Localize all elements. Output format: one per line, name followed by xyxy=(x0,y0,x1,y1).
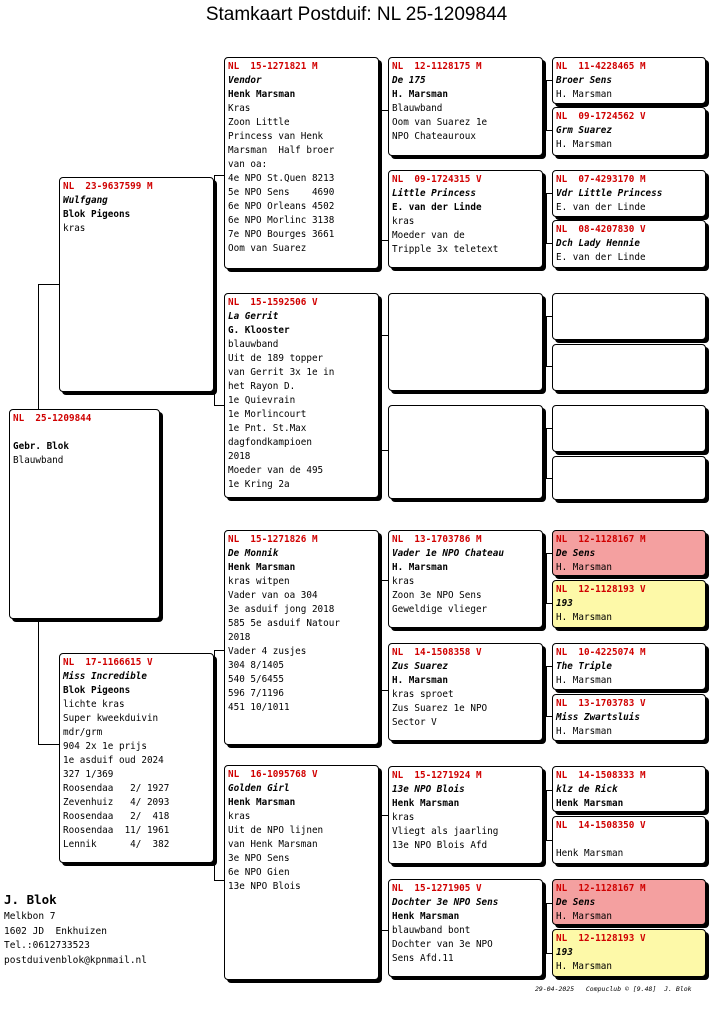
footer-date: 29-04-2025 xyxy=(535,985,575,993)
pigeon-info-line: Blauwband xyxy=(13,455,64,466)
owner-name: H. Marsman xyxy=(392,562,448,573)
owner-name: H. Marsman xyxy=(556,911,612,922)
pigeon-info-line: 1e Kring 2a xyxy=(228,479,290,490)
footer-author: J. Blok xyxy=(664,985,692,993)
owner-name: Blok Pigeons xyxy=(63,209,131,220)
pigeon-name: Vader 1e NPO Chateau xyxy=(392,548,504,559)
breeder-address xyxy=(4,890,147,968)
connector-line xyxy=(546,903,547,953)
owner-name: Henk Marsman xyxy=(392,798,460,809)
pigeon-name: De Monnik xyxy=(228,548,279,559)
owner-name: G. Klooster xyxy=(228,325,290,336)
pigeon-info-line: 327 1/369 xyxy=(63,769,114,780)
ring-number: NL 16-1095768 V xyxy=(228,769,318,780)
pigeon-card-gen4 xyxy=(552,694,706,741)
pigeon-card-sire-sire xyxy=(224,57,379,269)
pigeon-info-line: 4e NPO St.Quen 8213 xyxy=(228,173,335,184)
pigeon-info-line: NPO Chateauroux xyxy=(392,131,476,142)
pigeon-info-line: Zus Suarez 1e NPO xyxy=(392,703,488,714)
pigeon-info-line: 1e Pnt. St.Max xyxy=(228,423,307,434)
connector-line xyxy=(546,553,547,603)
pigeon-info-line: kras sproet xyxy=(392,689,454,700)
pigeon-name: Dch Lady Hennie xyxy=(556,238,640,249)
pigeon-info-line: 451 10/1011 xyxy=(228,702,290,713)
pigeon-info-line: 904 2x 1e prijs xyxy=(63,741,147,752)
owner-name: H. Marsman xyxy=(392,675,448,686)
pigeon-card-gen4 xyxy=(552,643,706,690)
owner-name: Henk Marsman xyxy=(228,797,296,808)
owner-name: Blok Pigeons xyxy=(63,685,131,696)
breeder-email: postduivenblok@kpnmail.nl xyxy=(4,954,147,966)
pigeon-name: Zus Suarez xyxy=(392,661,448,672)
connector-line xyxy=(381,815,382,930)
ring-number: NL 12-1128175 M xyxy=(392,61,482,72)
ring-number: NL 17-1166615 V xyxy=(63,657,153,668)
pigeon-info-line: blauwband xyxy=(228,339,279,350)
pigeon-card-dam-sire xyxy=(224,530,379,745)
ring-number: NL 12-1128193 V xyxy=(556,584,646,595)
ring-number: NL 15-1271821 M xyxy=(228,61,318,72)
pigeon-card-ds-sire xyxy=(388,530,543,628)
ring-number: NL 15-1592506 V xyxy=(228,297,318,308)
pigeon-card-gen4 xyxy=(552,766,706,812)
pigeon-card-empty xyxy=(552,293,706,340)
ring-number: NL 11-4228465 M xyxy=(556,61,646,72)
pigeon-info-line: Roosendaa 2/ 1927 xyxy=(63,783,170,794)
ring-number: NL 12-1128167 M xyxy=(556,883,646,894)
pigeon-name: 193 xyxy=(556,598,573,609)
pigeon-info-line: Zevenhuiz 4/ 2093 xyxy=(63,797,170,808)
pigeon-name: Broer Sens xyxy=(556,75,612,86)
connector-line xyxy=(546,80,547,130)
pigeon-info-line: 6e NPO Gien xyxy=(228,867,290,878)
pigeon-name: 13e NPO Blois xyxy=(392,784,465,795)
pigeon-name: Vendor xyxy=(228,75,262,86)
pigeon-info-line: Roosendaa 2/ 418 xyxy=(63,811,170,822)
pigeon-info-line: 585 5e asduif Natour xyxy=(228,618,340,629)
ring-number: NL 12-1128167 M xyxy=(556,534,646,545)
pigeon-info-line: van Gerrit 3x 1e in xyxy=(228,367,335,378)
pigeon-info-line: 2018 xyxy=(228,451,251,462)
page-title: Stamkaart Postduif: NL 25-1209844 xyxy=(205,4,508,25)
breeder-phone: Tel.:0612733523 xyxy=(4,940,90,951)
pigeon-info-line: mdr/grm xyxy=(63,727,103,738)
pigeon-name: La Gerrit xyxy=(228,311,279,322)
pigeon-name: Vdr Little Princess xyxy=(556,188,663,199)
ring-number: NL 08-4207830 V xyxy=(556,224,646,235)
pigeon-info-line: het Rayon D. xyxy=(228,381,296,392)
ring-number: NL 14-1508358 V xyxy=(392,647,482,658)
ring-number: NL 14-1508333 M xyxy=(556,770,646,781)
pigeon-info-line: 596 7/1196 xyxy=(228,688,284,699)
pigeon-info-line: Super kweekduivin xyxy=(63,713,159,724)
connector-line xyxy=(214,650,215,880)
pigeon-info-line: kras witpen xyxy=(228,576,290,587)
pigeon-info-line: Marsman Half broer xyxy=(228,145,335,156)
owner-name: Henk Marsman xyxy=(228,89,296,100)
pigeon-info-line: 13e NPO Blois xyxy=(228,881,301,892)
ring-number: NL 09-1724315 V xyxy=(392,174,482,185)
ring-number: NL 07-4293170 M xyxy=(556,174,646,185)
pigeon-info-line: Uit de 189 topper xyxy=(228,353,324,364)
connector-line xyxy=(546,790,547,840)
ring-number: NL 13-1703786 M xyxy=(392,534,482,545)
pigeon-info-line: 5e NPO Sens 4690 xyxy=(228,187,335,198)
pigeon-name: Little Princess xyxy=(392,188,476,199)
owner-name: H. Marsman xyxy=(392,89,448,100)
pigeon-card-gen4-highlight xyxy=(552,580,706,628)
pigeon-card-gen4 xyxy=(552,220,706,268)
pigeon-card-empty xyxy=(552,344,706,391)
pigeon-info-line: Oom van Suarez xyxy=(228,243,307,254)
connector-line xyxy=(546,193,547,243)
pigeon-info-line: 13e NPO Blois Afd xyxy=(392,840,488,851)
pigeon-card-gen4 xyxy=(552,170,706,217)
pigeon-card-dam xyxy=(59,653,214,863)
ring-number: NL 09-1724562 V xyxy=(556,111,646,122)
pigeon-info-line: kras xyxy=(392,576,415,587)
pigeon-info-line: Vliegt als jaarling xyxy=(392,826,499,837)
pigeon-card-gen4 xyxy=(552,107,706,156)
owner-name: E. van der Linde xyxy=(556,202,646,213)
pigeon-info-line: lichte kras xyxy=(63,699,125,710)
pigeon-card-ss-dam xyxy=(388,170,543,268)
pigeon-info-line: 1e asduif oud 2024 xyxy=(63,755,164,766)
pigeon-info-line: Dochter van 3e NPO xyxy=(392,939,493,950)
pigeon-name: klz de Rick xyxy=(556,784,618,795)
pigeon-name: De Sens xyxy=(556,897,596,908)
pigeon-info-line: Oom van Suarez 1e xyxy=(392,117,488,128)
pigeon-info-line: Kras xyxy=(228,103,251,114)
pigeon-info-line: Sens Afd.11 xyxy=(392,953,454,964)
pigeon-info-line: 6e NPO Orleans 4502 xyxy=(228,201,335,212)
pigeon-card-gen4 xyxy=(552,57,706,104)
connector-line xyxy=(546,428,547,478)
print-footer xyxy=(535,985,692,993)
pigeon-card-empty xyxy=(388,293,543,391)
ring-number: NL 25-1209844 xyxy=(13,413,92,424)
pigeon-name: De 175 xyxy=(392,75,426,86)
pigeon-card-dd-dam xyxy=(388,879,543,977)
pigeon-name: Golden Girl xyxy=(228,783,290,794)
pigeon-info-line: Moeder van de xyxy=(392,230,465,241)
owner-name: E. van der Linde xyxy=(392,202,482,213)
owner-name: Gebr. Blok xyxy=(13,441,69,452)
pigeon-info-line: Roosendaa 11/ 1961 xyxy=(63,825,170,836)
pigeon-card-ss-sire xyxy=(388,57,543,156)
pigeon-info-line: Princess van Henk xyxy=(228,131,324,142)
pigeon-name: Miss Incredible xyxy=(63,671,147,682)
pigeon-card-dam-dam xyxy=(224,765,379,980)
owner-name: H. Marsman xyxy=(556,726,612,737)
pigeon-info-line: 2018 xyxy=(228,632,251,643)
pigeon-name xyxy=(556,833,702,847)
pigeon-info-line: 3e NPO Sens xyxy=(228,853,290,864)
pigeon-info-line: Tripple 3x teletext xyxy=(392,244,499,255)
pigeon-name xyxy=(13,426,156,440)
pigeon-card-subject xyxy=(9,409,160,619)
ring-number: NL 15-1271905 V xyxy=(392,883,482,894)
owner-name: E. van der Linde xyxy=(556,252,646,263)
pigeon-info-line: kras xyxy=(392,812,415,823)
pigeon-info-line: 3e asduif jong 2018 xyxy=(228,604,335,615)
pigeon-info-line: Zoon 3e NPO Sens xyxy=(392,590,482,601)
pigeon-card-gen4-highlight xyxy=(552,879,706,925)
ring-number: NL 15-1271826 M xyxy=(228,534,318,545)
pigeon-info-line: Lennik 4/ 382 xyxy=(63,839,170,850)
pigeon-card-sire-dam xyxy=(224,293,379,498)
pigeon-card-gen4-highlight xyxy=(552,530,706,576)
connector-line xyxy=(546,666,547,716)
connector-line xyxy=(214,175,215,405)
pigeon-info-line: dagfondkampioen xyxy=(228,437,312,448)
pigeon-info-line: 7e NPO Bourges 3661 xyxy=(228,229,335,240)
pigeon-info-line: 6e NPO Morlinc 3138 xyxy=(228,215,335,226)
connector-line xyxy=(381,580,382,690)
pigeon-info-line: Blauwband xyxy=(392,103,443,114)
owner-name: H. Marsman xyxy=(556,612,612,623)
pigeon-info-line: 304 8/1405 xyxy=(228,660,284,671)
owner-name: H. Marsman xyxy=(556,562,612,573)
pigeon-info-line: Sector V xyxy=(392,717,437,728)
owner-name: H. Marsman xyxy=(556,961,612,972)
connector-line xyxy=(381,110,382,240)
pigeon-name: Dochter 3e NPO Sens xyxy=(392,897,499,908)
breeder-street: Melkbon 7 xyxy=(4,911,56,922)
pigeon-info-line: Vader 4 zusjes xyxy=(228,646,307,657)
pigeon-card-empty xyxy=(388,405,543,499)
owner-name: H. Marsman xyxy=(556,139,612,150)
connector-line xyxy=(381,335,382,450)
pigeon-name: Grm Suarez xyxy=(556,125,612,136)
pigeon-info-line: 1e Quievrain xyxy=(228,395,296,406)
ring-number: NL 10-4225074 M xyxy=(556,647,646,658)
pigeon-info-line: Uit de NPO lijnen xyxy=(228,825,324,836)
breeder-name: J. Blok xyxy=(4,892,57,907)
pigeon-info-line: 1e Morlincourt xyxy=(228,409,307,420)
owner-name: Henk Marsman xyxy=(392,911,460,922)
pigeon-card-gen4 xyxy=(552,816,706,864)
pigeon-card-ds-dam xyxy=(388,643,543,741)
pigeon-card-empty xyxy=(552,405,706,452)
breeder-city: 1602 JD Enkhuizen xyxy=(4,925,107,937)
ring-number: NL 23-9637599 M xyxy=(63,181,153,192)
pigeon-info-line: Moeder van de 495 xyxy=(228,465,324,476)
pigeon-info-line: kras xyxy=(228,811,251,822)
footer-software: Compuclub © [9.48] xyxy=(585,985,657,993)
pigeon-name: The Triple xyxy=(556,661,612,672)
pigeon-card-dd-sire xyxy=(388,766,543,864)
pigeon-name: De Sens xyxy=(556,548,596,559)
pigeon-name: 193 xyxy=(556,947,573,958)
ring-number: NL 12-1128193 V xyxy=(556,933,646,944)
ring-number: NL 15-1271924 M xyxy=(392,770,482,781)
pigeon-info-line: 540 5/6455 xyxy=(228,674,284,685)
pigeon-info-line: Geweldige vlieger xyxy=(392,604,488,615)
pigeon-info-line: Vader van oa 304 xyxy=(228,590,318,601)
owner-name: Henk Marsman xyxy=(556,798,624,809)
pigeon-info-line: kras xyxy=(63,223,86,234)
pigeon-info-line: van oa: xyxy=(228,159,268,170)
pigeon-name: Miss Zwartsluis xyxy=(556,712,640,723)
owner-name: H. Marsman xyxy=(556,675,612,686)
connector-line xyxy=(546,316,547,366)
owner-name: H. Marsman xyxy=(556,89,612,100)
pigeon-card-empty xyxy=(552,456,706,500)
ring-number: NL 13-1703783 V xyxy=(556,698,646,709)
owner-name: Henk Marsman xyxy=(228,562,296,573)
pigeon-card-sire xyxy=(59,177,214,392)
pigeon-info-line: Zoon Little xyxy=(228,117,290,128)
pigeon-info-line: blauwband bont xyxy=(392,925,471,936)
ring-number: NL 14-1508350 V xyxy=(556,820,646,831)
pigeon-card-gen4-highlight xyxy=(552,929,706,977)
pigeon-info-line: van Henk Marsman xyxy=(228,839,318,850)
owner-name: Henk Marsman xyxy=(556,848,624,859)
pigeon-info-line: kras xyxy=(392,216,415,227)
pigeon-name: Wulfgang xyxy=(63,195,108,206)
